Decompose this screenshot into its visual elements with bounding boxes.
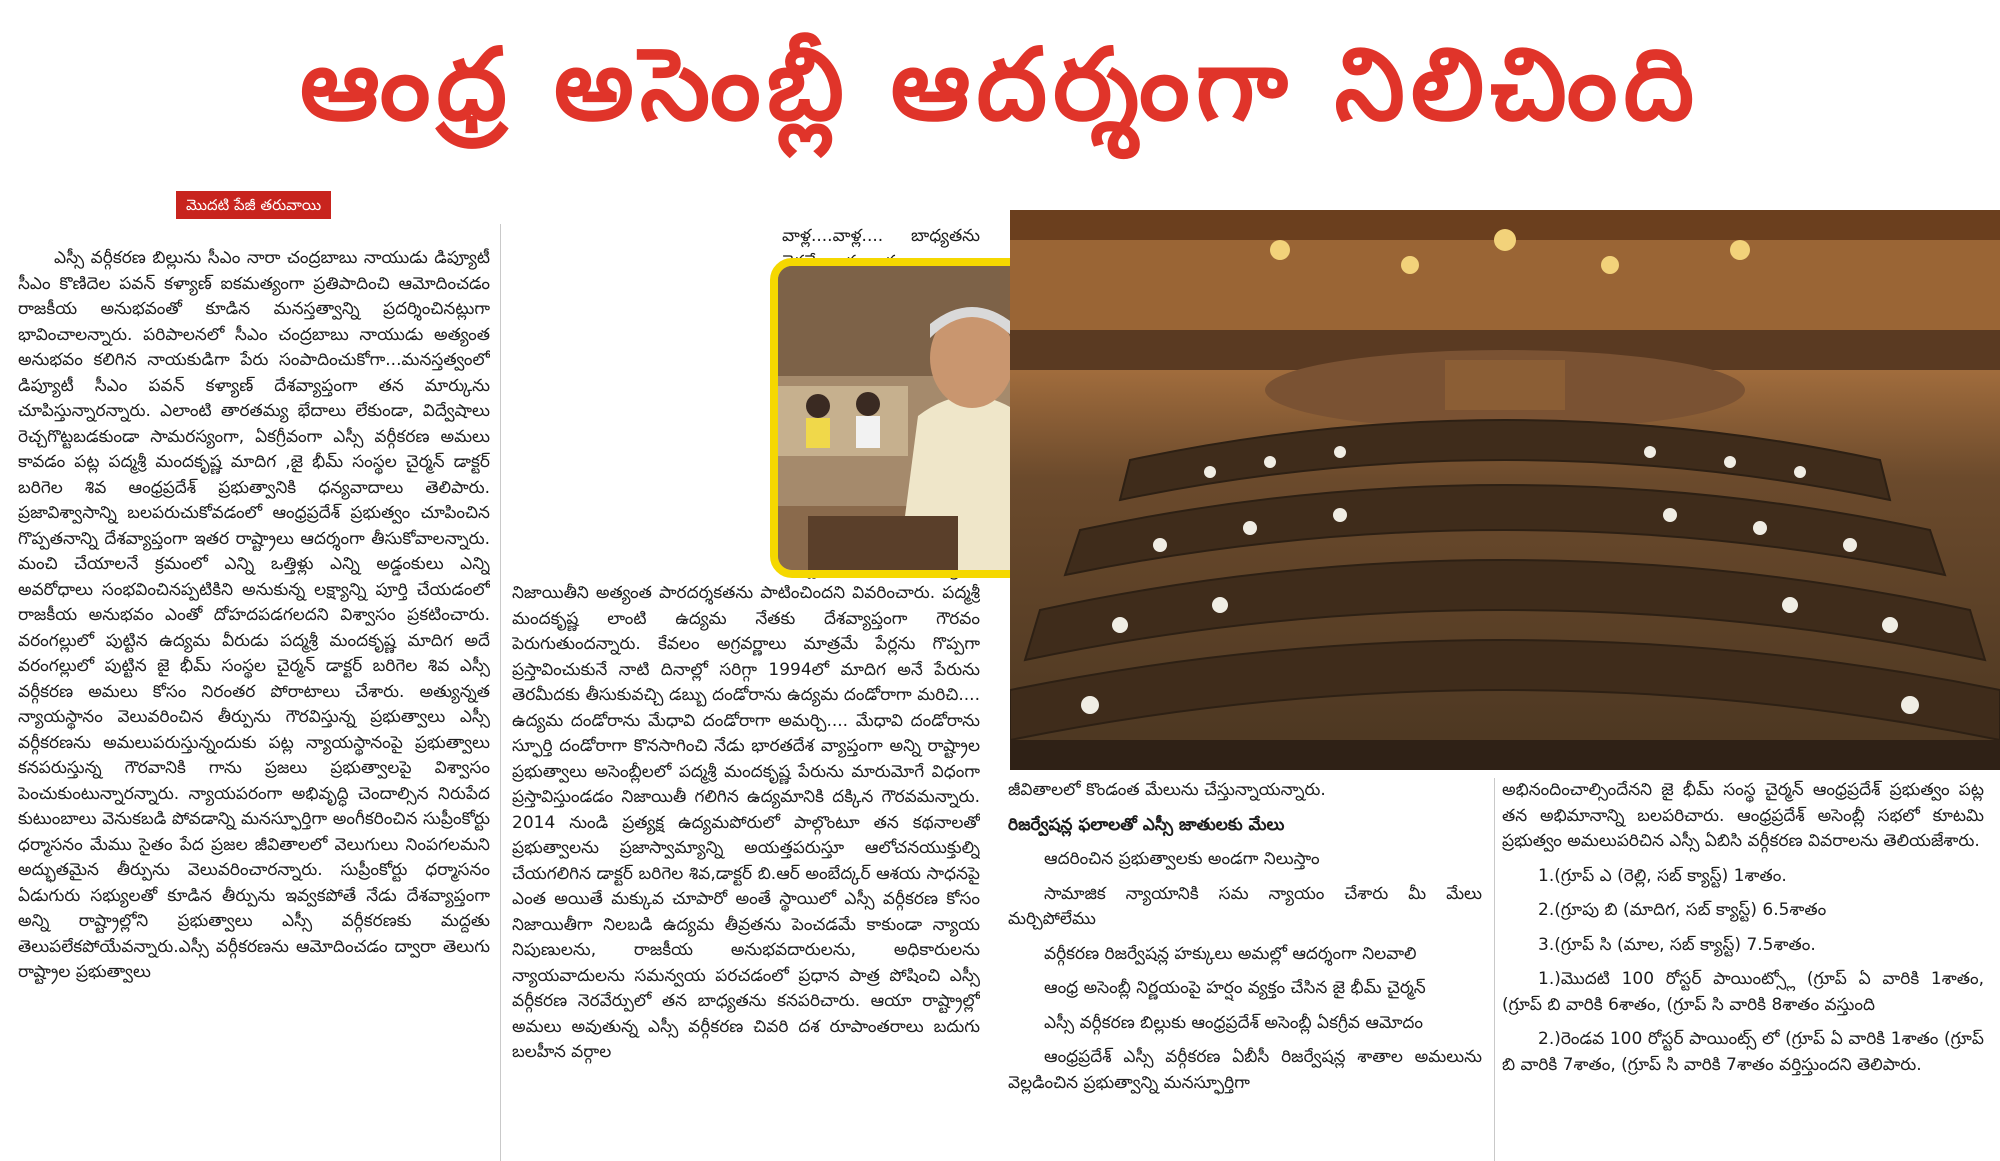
article-column-1 <box>18 246 490 1161</box>
article-column-3 <box>1008 778 1482 1161</box>
list-item: 3.(గ్రూప్ సి (మాల, సబ్ క్యాస్ట్) 7.5శాతం. <box>1538 934 1816 955</box>
bullet-line: ఆంధ్ర అసెంబ్లీ నిర్ణయంపై హర్షం వ్యక్తం చేసిన జై భీమ్ చైర్మన్ <box>1044 978 1426 998</box>
list-item: 2.)రెండవ 100 రోస్టర్ పాయింట్స్ లో (గ్రూప్ ఏ వారికి 1శాతం (గ్రూప్ బి వారికి 7శాతం, (గ్రూప్ సి వారికి 7శాతం వర్తిస్తుందని తెలిపారు. <box>1502 1029 1984 1075</box>
assembly-hall-illustration <box>1010 210 2000 770</box>
paragraph: అభినందించాల్సిందేనని జై భీమ్ సంస్థ చైర్మన్ ఆంధ్రప్రదేశ్ ప్రభుత్వం పట్ల తన అభిమానాన్ని బలపరిచారు. ఆంధ్రప్రదేశ్ అసెంబ్లీ సభలో కూటమి ప్రభుత్వం అమలుపరిచిన ఎస్సీ ఏబిసి వర్గీకరణ వివరాలను తెలియజేశారు. <box>1502 780 1984 851</box>
list-item: 1.(గ్రూప్ ఎ (రెల్లి, సబ్ క్యాస్ట్) 1శాతం. <box>1538 865 1787 886</box>
bullet-line: ఆదరించిన ప్రభుత్వాలకు అండగా నిలుస్తాం <box>1044 849 1320 869</box>
inset-photo-spacer <box>512 224 774 558</box>
list-item: 1.)మొదటి 100 రోస్టర్ పాయింట్స్లో (గ్రూప్ ఏ వారికి 1శాతం, (గ్రూప్ బి వారికి 6శాతం, (గ్రూప్ సి వారికి 8శాతం వస్తుంది <box>1502 969 1984 1015</box>
headline: ఆంధ్ర అసెంబ్లీ ఆదర్శంగా నిలిచింది <box>299 26 1701 143</box>
paragraph: వాళ్ల....వాళ్ల.... బాధ్యతను నిజాయితీని అత్యంత పారదర్శకతను పాటించిందని వివరించారు. పద్మశ్రీ మందకృష్ణ లాంటి ఉద్యమ నేతకు దేశవ్యాప్తంగా గౌరవం పెరుగుతుందన్నారు. కేవలం అగ్రవర్ణాలు మాత్రమే పేర్లను గొప్పగా ప్రస్తావించుకునే నాటి దినాల్లో సరిగ్గా 1994లో మాదిగ అనే పేరును తెరమీదకు తీసుకువచ్చి డబ్బు దండోరాను ఉద్యమ దండోరాగా మరిచి.... ఉద్యమ దండోరాను మేధావి దండోరాగా అమర్చి.... మేధావి దండోరాను స్ఫూర్తి దండోరాగా కొనసాగించి నేడు భారతదేశ వ్యాప్తంగా అన్ని రాష్ట్రాల ప్రభుత్వాలు అసెంబ్లీలలో పద్మశ్రీ మందకృష్ణ పేరును మారుమోగే విధంగా ప్రస్తావిస్తుండడం నిజాయితీ గలిగిన ఉద్యమానికి దక్కిన గౌరవమన్నారు. 2014 నుండి ప్రత్యక్ష ఉద్యమపోరులో పాల్గొంటూ తన కథనాలతో ప్రభుత్వాలను ప్రజాస్వామ్యాన్ని అయత్తపరుస్తూ ఆలోచనయుక్తుల్ని చేయగలిగిన డాక్టర్ బరిగెల శివ,డాక్టర్ బి.ఆర్ అంబేద్కర్ ఆశయ సాధనపై ఎంత అయితే మక్కువ చూపారో అంతే స్థాయిలో ఎస్సీ వర్గీకరణ కోసం నిజాయితీగా నిలబడి ఉద్యమ తీవ్రతను పెంచడమే కాకుండా న్యాయ నిపుణులను, రాజకీయ అనుభవదారులను, అధికారులను న్యాయవాదులను సమన్వయ పరచడంలో ప్రధాన పాత్ర పోషించి ఎస్సీ వర్గీకరణ నెరవేర్పులో తన బాధ్యతను కనపరిచారు. ఆయా రాష్ట్రాల్లో అమలు అవుతున్న ఎస్సీ వర్గీకరణ చివరి దశ రూపాంతరాలు బదుగు బలహీన వర్గాల <box>512 226 980 1062</box>
column-rule <box>1494 778 1495 1161</box>
assembly-hall-photo <box>1010 210 2000 770</box>
bullet-line: ఎస్సీ వర్గీకరణ బిల్లుకు ఆంధ్రప్రదేశ్ అసెంబ్లీ ఏకగ్రీవ ఆమోదం <box>1044 1012 1424 1033</box>
column-rule <box>500 224 501 1161</box>
list-item: 2.(గ్రూపు బి (మాదిగ, సబ్ క్యాస్ట్) 6.5శాతం <box>1538 900 1827 920</box>
subheading: రిజర్వేషన్ల ఫలాలతో ఎస్సీ జాతులకు మేలు <box>1008 814 1285 835</box>
bullet-line: వర్గీకరణ రిజర్వేషన్ల హక్కులు అమల్లో ఆదర్శంగా నిలవాలి <box>1044 943 1417 964</box>
bullet-line: సామాజిక న్యాయానికి సమ న్యాయం చేశారు మీ మేలు మర్చిపోలేము <box>1008 883 1482 929</box>
article-column-4 <box>1502 778 1984 1161</box>
continued-tag: మొదటి పేజీ తరువాయి <box>176 191 331 219</box>
paragraph: జీవితాలలో కొండంత మేలును చేస్తున్నాయన్నారు. <box>1008 780 1326 800</box>
paragraph: ఆంధ్రప్రదేశ్ ఎస్సీ వర్గీకరణ ఏబీసీ రిజర్వేషన్ల శాతాల అమలును వెల్లడించిన ప్రభుత్వాన్ని మనస్ఫూర్తిగా <box>1008 1047 1482 1093</box>
paragraph: ఎస్సీ వర్గీకరణ బిల్లును సీఎం నారా చంద్రబాబు నాయుడు డిప్యూటీ సీఎం కొణిదెల పవన్ కళ్యాణ్ ఐకమత్యంగా ప్రతిపాదించి ఆమోదించడం రాజకీయ అనుభవంతో కూడిన మనస్తత్వాన్ని ప్రదర్శించినట్లుగా భావించాలన్నారు. పరిపాలనలో సీఎం చంద్రబాబు నాయుడు అత్యంత అనుభవం కలిగిన నాయకుడిగా పేరు సంపాదించుకోగా...మనస్తత్వంలో డిప్యూటీ సీఎం పవన్ కళ్యాణ్ దేశవ్యాప్తంగా తన మార్కును చూపిస్తున్నారన్నారు. ఎలాంటి తారతమ్య భేదాలు లేకుండా, విద్వేషాలు రెచ్చగొట్టబడకుండా సామరస్యంగా, ఏకగ్రీవంగా ఎస్సీ వర్గీకరణ అమలు కావడం పట్ల పద్మశ్రీ మందకృష్ణ మాదిగ ,జై భీమ్ సంస్థల చైర్మన్ డాక్టర్ బరిగెల శివ ఆంధ్రప్రదేశ్ ప్రభుత్వానికి ధన్యవాదాలు తెలిపారు. ప్రజావిశ్వాసాన్ని బలపరుచుకోవడంలో ఆంధ్రప్రదేశ్ ప్రభుత్వం చూపించిన గొప్పతనాన్ని దేశవ్యాప్తంగా ఇతర రాష్ట్రాలు ఆదర్శంగా తీసుకోవాలన్నారు. మంచి చేయాలనే క్రమంలో ఎన్ని ఒత్తిళ్లు ఎన్ని అడ్డంకులు ఎన్ని అవరోధాలు సంభవించినప్పటికిని అనుకున్న లక్ష్యాన్ని పూర్తి చేయడంలో రాజకీయ అనుభవం ఎంతో దోహదపడగలదని విశ్వాసం ప్రకటించారు. వరంగల్లులో పుట్టిన ఉద్యమ వీరుడు పద్మశ్రీ మందకృష్ణ మాదిగ అదే వరంగల్లులో పుట్టిన జై భీమ్ సంస్థల చైర్మన్ డాక్టర్ బరిగెల శివ ఎస్సీ వర్గీకరణ అమలు కోసం నిరంతర పోరాటాలు చేశారు. అత్యున్నత న్యాయస్థానం వెలువరించిన తీర్పును గౌరవిస్తున్న ప్రభుత్వాలు ఎస్సీ వర్గీకరణను అమలుపరుస్తున్నందుకు పట్ల న్యాయస్థానంపై ప్రభుత్వాలు కనపరుస్తున్న గౌరవానికి గాను ప్రజలు ప్రభుత్వాలపై విశ్వాసం పెంచుకుంటున్నారన్నారు. న్యాయపరంగా అభివృద్ధి చెందాల్సిన నిరుపేద కుటుంబాలు వెనుకబడి పోవడాన్ని మనస్ఫూర్తిగా అంగీకరించిన సుప్రీంకోర్టు ధర్మాసనం మేము సైతం పేద ప్రజల జీవితాలలో వెలుగులు నింపగలమని అద్భుతమైన తీర్పును వెలువరించారన్నారు. సుప్రీంకోర్టు ధర్మాసనం ఏడుగురు సభ్యులతో కూడిన తీర్పును ఇవ్వకపోతే నేడు దేశవ్యాప్తంగా అన్ని రాష్ట్రాల్లోని ప్రభుత్వాలు ఎస్సీ వర్గీకరణకు మద్దతు తెలుపలేకపోయేవన్నారు.ఎస్సీ వర్గీకరణను ఆమోదించడం ద్వారా తెలుగు రాష్ట్రాల ప్రభుత్వాలు <box>18 248 490 982</box>
